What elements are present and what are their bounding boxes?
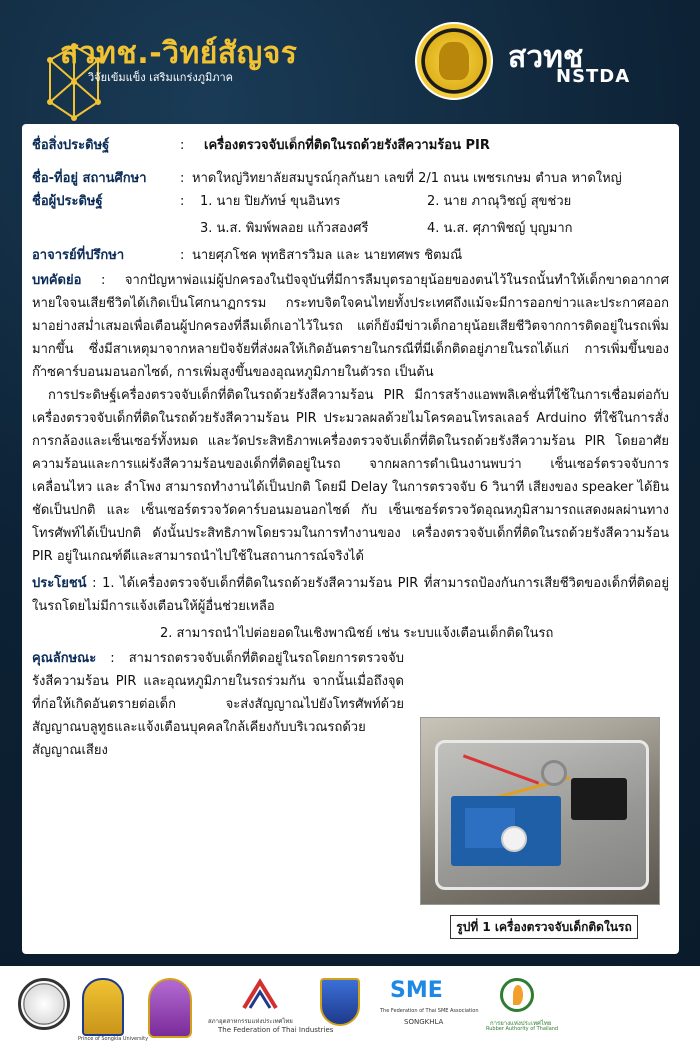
advisor-row: อาจารย์ที่ปรึกษา : นายศุภโชค พุทธิสารวิมล และ นายทศพร ชิตมณี bbox=[32, 244, 669, 267]
ministry-seal-icon bbox=[415, 22, 493, 100]
inventor-2: 2. นาย ภาณุวิชญ์ สุขช่วย bbox=[427, 194, 572, 209]
program-slogan: วิจัยเข้มแข็ง เสริมแกร่งภูมิภาค bbox=[88, 71, 234, 84]
abstract-text-1: : จากปัญหาพ่อแม่ผู้ปกครองในปัจจุบันที่มีการลืมบุตรอายุน้อยของตนไว้ในรถนั้นทำให้เด็กขาดอากาศหายใจจนเสียชีวิตได้เกิดเป็นโศกนาฏกรรม กระทบจิตใจคนไทยทั้งประเทศถึงแม้จะมีการออกข่าวและประกาศออกมาอย่างสม่ำเสมอเพื่อเตือนผู้ปกครองที่ลืมเด็กเอาไว้ในรถ แต่ก็ยังมีข่าวเด็กอายุน้อยเสียชีวิตจากการติดอยู่ในรถเพิ่มมากขึ้น ซึ่งมีสาเหตุมาจากหลายปัจจัยที่ส่งผลให้เกิดอันตรายในกรณีที่มีเด็กติดอยู่ภายในรถได้แก่ การเพิ่มขึ้นของก๊าซคาร์บอนมอนอกไซด์, การเพิ่มสูงขึ้นของอุณหภูมิภายในตัวรถ เป็นต้น bbox=[32, 273, 669, 380]
benefit-1: : 1. ได้เครื่องตรวจจับเด็กที่ติดในรถด้วยรังสีความร้อน PIR ที่สามารถป้องกันการเสียชีวิตของเด็กที่ติดอยู่ในรถโดยไม่มีการแจ้งเตือนให้ผู้อื่นช่วยเหลือ bbox=[32, 576, 669, 614]
feature-value: : สามารถตรวจจับเด็กที่ติดอยู่ในรถโดยการตรวจจับรังสีความร้อน PIR และอุณหภูมิภายในรถร่วมกัน จากนั้นเมื่อถึงจุดที่ก่อให้เกิดอันตรายต่อเด็ก จะส่งสัญญาณไปยังโทรศัพท์ด้วยสัญญาณบลูทูธและแจ้งเตือนบุคคลใกล้เคียงกับบริเวณรถด้วยสัญญาณเสียง bbox=[32, 651, 404, 758]
speaker-module bbox=[571, 778, 627, 820]
advisor-value: นายศุภโชค พุทธิสารวิมล และ นายทศพร ชิตมณี bbox=[192, 248, 463, 263]
school-row: ชื่อ-ที่อยู่ สถานศึกษา : หาดใหญ่วิทยาลัยสมบูรณ์กุลกันยา เลขที่ 2/1 ถนน เพชรเกษม ตำบล หาดใหญ่ bbox=[32, 167, 669, 190]
nstda-english: NSTDA bbox=[556, 66, 631, 87]
abstract-label: บทคัดย่อ bbox=[32, 273, 82, 288]
nstda-logo bbox=[508, 34, 668, 94]
inventor-1: 1. นาย ปิยภัทษ์ ขุนอินทร bbox=[200, 194, 341, 209]
sme-name: SME bbox=[390, 978, 443, 1003]
fti-name-th: สภาอุตสาหกรรมแห่งประเทศไทย bbox=[208, 1018, 293, 1025]
figure-caption: รูปที่ 1 เครื่องตรวจจับเด็กติดในรถ bbox=[450, 915, 638, 939]
sme-city: SONGKHLA bbox=[404, 1018, 444, 1026]
nstda-thai: สวทช bbox=[508, 40, 584, 75]
school-emblem-icon bbox=[148, 978, 192, 1038]
school-label: ชื่อ-ที่อยู่ สถานศึกษา bbox=[32, 171, 147, 186]
inventors-label: ชื่อผู้ประดิษฐ์ bbox=[32, 194, 103, 209]
footer-sponsors bbox=[0, 966, 700, 1050]
benefit-row-2 bbox=[32, 622, 669, 645]
inventor-3: 3. น.ส. พิมพ์พลอย แก้วสองศรี bbox=[200, 221, 369, 236]
sme-sub: The Federation of Thai SME Association bbox=[380, 1008, 479, 1014]
sme-logo bbox=[378, 978, 479, 1026]
fti-logo bbox=[206, 978, 334, 1034]
rubber-authority-logo bbox=[478, 978, 559, 1032]
advisor-label: อาจารย์ที่ปรึกษา bbox=[32, 248, 125, 263]
rubber-en: Rubber Authority of Thailand bbox=[486, 1026, 559, 1032]
benefit-2: 2. สามารถนำไปต่อยอดในเชิงพาณิชย์ เช่น ระบบแจ้งเตือนเด็กติดในรถ bbox=[160, 626, 554, 641]
pir-sensor-icon bbox=[501, 826, 527, 852]
fti-name-en: The Federation of Thai Industries bbox=[218, 1026, 334, 1034]
fti-icon bbox=[240, 978, 280, 1012]
inventor-4: 4. น.ส. ศุภาพิชญ์ บุญมาก bbox=[427, 221, 573, 236]
invention-label: ชื่อสิ่งประดิษฐ์ bbox=[32, 138, 110, 153]
rubber-name: การยางแห่งประเทศไทย bbox=[490, 1020, 552, 1027]
psu-logo-icon bbox=[78, 978, 149, 1042]
header bbox=[0, 0, 700, 120]
shield-emblem-icon bbox=[320, 978, 360, 1026]
abstract-paragraph-2 bbox=[32, 384, 669, 568]
university-seal-icon bbox=[18, 978, 70, 1030]
benefit-label: ประโยชน์ bbox=[32, 576, 87, 591]
inventors-row-1: ชื่อผู้ประดิษฐ์ : 1. นาย ปิยภัทษ์ ขุนอินทร 2. นาย ภาณุวิชญ์ สุขช่วย bbox=[32, 190, 669, 213]
program-title: สวทช.-วิทย์สัญจร bbox=[60, 36, 298, 71]
device-photo bbox=[420, 717, 660, 905]
content-card bbox=[22, 124, 679, 954]
gas-sensor-icon bbox=[541, 760, 567, 786]
abstract-text-2: การประดิษฐ์เครื่องตรวจจับเด็กที่ติดในรถด้วยรังสีความร้อน PIR มีการสร้างแอพพลิเคชั่นที่ใช้ในการเชื่อมต่อกับเครื่องตรวจจับเด็กที่ติดในรถด้วยรังสีความร้อน PIR ประมวลผลด้วยไมโครคอนโทรลเลอร์ Arduino ที่ใช้ในการสั่งการกล้องและเซ็นเซอร์ทั้งหมด และวัดประสิทธิภาพเครื่องตรวจจับเด็กที่ติดในรถด้วยรังสีความร้อน PIR โดยอาศัยความร้อนและการแผ่รังสีความร้อนของเด็กที่ติดอยู่ในรถ จากผลการดำเนินงานพบว่า เซ็นเซอร์ตรวจจับการเคลื่อนไหว และ ลำโพง สามารถทำงานได้เป็นปกติ โดยมี Delay ในการตรวจจับ 6 วินาที เสียงของ speaker ได้ยินชัดเป็นปกติ และ เซ็นเซอร์ตรวจวัดคาร์บอนมอนอกไซด์ กับ เซ็นเซอร์ตรวจวัดอุณหภูมิสามารถแสดงผลผ่านทางโทรศัพท์ได้เป็นปกติ ดังนั้นประสิทธิภาพโดยรวมในการทำงานของ เครื่องตรวจจับเด็กที่ติดในรถด้วยรังสีความร้อน PIR อยู่ในเกณฑ์ดีและสามารถนำไปใช้ในสถานการณ์จริงได้ bbox=[32, 388, 669, 564]
abstract-paragraph-1 bbox=[32, 269, 669, 384]
feature-block bbox=[32, 647, 404, 762]
inventors-row-2 bbox=[32, 217, 669, 240]
invention-value: เครื่องตรวจจับเด็กที่ติดในรถด้วยรังสีความร้อน PIR bbox=[204, 138, 490, 153]
invention-row: ชื่อสิ่งประดิษฐ์ : เครื่องตรวจจับเด็กที่ติดในรถด้วยรังสีความร้อน PIR bbox=[32, 134, 669, 157]
school-value: หาดใหญ่วิทยาลัยสมบูรณ์กุลกันยา เลขที่ 2/1 ถนน เพชรเกษม ตำบล หาดใหญ่ bbox=[192, 171, 622, 186]
feature-label: คุณลักษณะ bbox=[32, 651, 97, 666]
psu-text: Prince of Songkla University bbox=[78, 1036, 149, 1042]
benefit-block bbox=[32, 572, 669, 618]
